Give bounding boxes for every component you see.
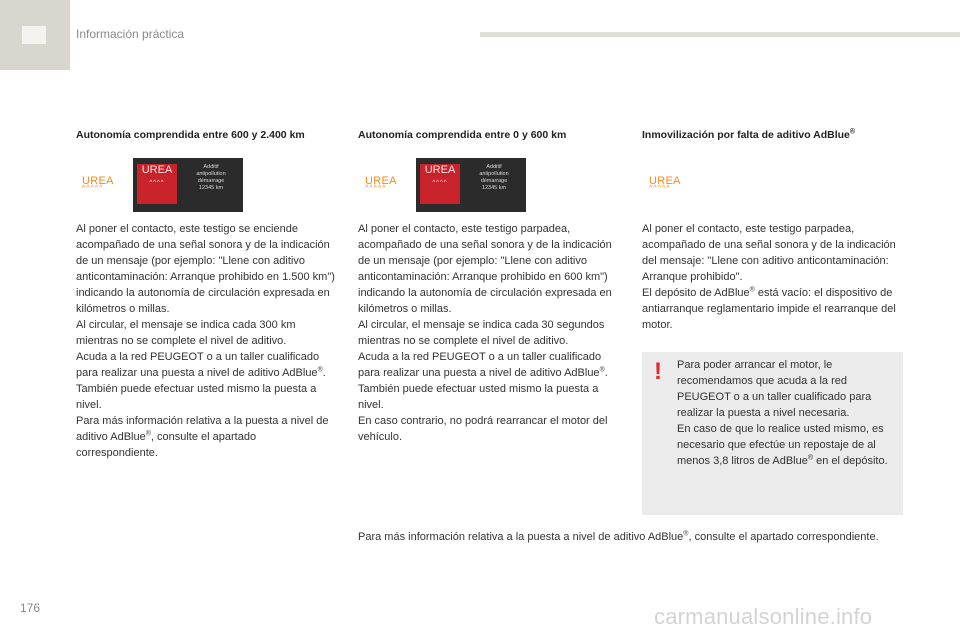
display-line: Additif [203,164,219,170]
wave-icon: ^^^^^ [365,185,387,192]
paragraph: Acuda a la red PEUGEOT o a un taller cualificado para realizar una puesta a nivel de aditivo AdBlue®. [76,351,326,379]
paragraph: Para más información relativa a la puesta a nivel de aditivo AdBlue®, consulte el apartado correspondiente. [76,415,329,459]
urea-warning-lamp-icon [82,175,114,192]
display-urea-label: UREA [141,164,173,176]
watermark: carmanualsonline.info [654,604,873,629]
column-immobilisation [642,128,912,142]
urea-lamp-label: UREA [649,175,681,187]
wave-icon: ^^^^^ [649,185,671,192]
column-body [358,221,624,445]
page-number: 176 [20,601,41,615]
warning-paragraph: En caso de que lo realice usted mismo, es necesario que efectúe un repostaje de al menos 3,8 litros de AdBlue® en el depósito. [677,423,888,467]
paragraph: En caso contrario, no podrá rearrancar el motor del vehículo. [358,415,608,443]
paragraph: También puede efectuar usted mismo la puesta a nivel. [76,383,317,411]
footer-note: Para más información relativa a la puesta a nivel de aditivo AdBlue®, consulte el apartado correspondiente. [358,530,879,543]
paragraph: El depósito de AdBlue® está vacío: el dispositivo de antiarranque reglamentario impide el rearranque del motor. [642,286,896,331]
instrument-display-icon [133,158,243,212]
urea-warning-lamp-icon [365,175,397,192]
display-line: démarrage [480,178,508,184]
column-autonomy-600-2400 [76,128,346,142]
warning-text [677,357,899,469]
paragraph: Acuda a la red PEUGEOT o a un taller cualificado para realizar una puesta a nivel de aditivo AdBlue®. [358,351,608,379]
paragraph: Al poner el contacto, este testigo se enciende acompañado de una señal sonora y de la indicación de un mensaje (por ejemplo: "Llene con aditivo anticontaminación: Arranque prohibido en 1.500 km") indicando la autonomía de circulación expresada en kilómetros o millas. [76,223,335,315]
display-line: démarrage [197,178,225,184]
display-line: antipollution [479,171,509,177]
chapter-tab-icon [22,26,46,44]
header-rule [480,32,960,37]
wave-icon: ^^^^^ [82,185,104,192]
warning-box [642,352,903,515]
column-body [76,221,338,461]
section-title: Información práctica [76,27,185,41]
column-title: Inmovilización por falta de aditivo AdBlue® [642,128,856,141]
wave-icon: ^^^^ [432,180,448,186]
display-line: antipollution [196,171,226,177]
paragraph: Al poner el contacto, este testigo parpadea, acompañado de una señal sonora y de la indicación de un mensaje (por ejemplo: "Llene con aditivo anticontaminación: Arranque prohibido en 600 km") indicando la autonomía de circulación expresada en kilómetros o millas. [358,223,612,315]
display-message [466,164,522,192]
wave-icon: ^^^^ [149,180,165,186]
urea-display-badge [420,164,460,204]
display-line: Additif [486,164,502,170]
column-autonomy-0-600 [358,128,628,142]
paragraph: Al circular, el mensaje se indica cada 300 km mientras no se complete el nivel de aditivo. [76,319,296,347]
display-line: 12345 km [198,185,224,191]
column-title: Autonomía comprendida entre 0 y 600 km [358,129,567,141]
instrument-display-icon [416,158,526,212]
urea-lamp-label: UREA [365,175,397,187]
paragraph: También puede efectuar usted mismo la puesta a nivel. [358,383,599,411]
urea-warning-lamp-icon [649,175,681,192]
paragraph: Al poner el contacto, este testigo parpadea, acompañado de una señal sonora y de la indicación del mensaje: "Llene con aditivo anticontaminación: Arranque prohibido". [642,223,896,283]
display-message [183,164,239,192]
warning-paragraph: Para poder arrancar el motor, le recomendamos que acuda a la red PEUGEOT o a un taller cualificado para realizar la puesta a nivel necesaria. [677,359,872,419]
urea-lamp-label: UREA [82,175,114,187]
display-line: 12345 km [481,185,507,191]
display-urea-label: UREA [424,164,456,176]
exclamation-icon: ! [654,358,662,385]
column-title: Autonomía comprendida entre 600 y 2.400 km [76,129,305,141]
chapter-tab [0,0,70,70]
column-body [642,221,900,333]
urea-display-badge [137,164,177,204]
paragraph: Al circular, el mensaje se indica cada 30 segundos mientras no se complete el nivel de aditivo. [358,319,605,347]
